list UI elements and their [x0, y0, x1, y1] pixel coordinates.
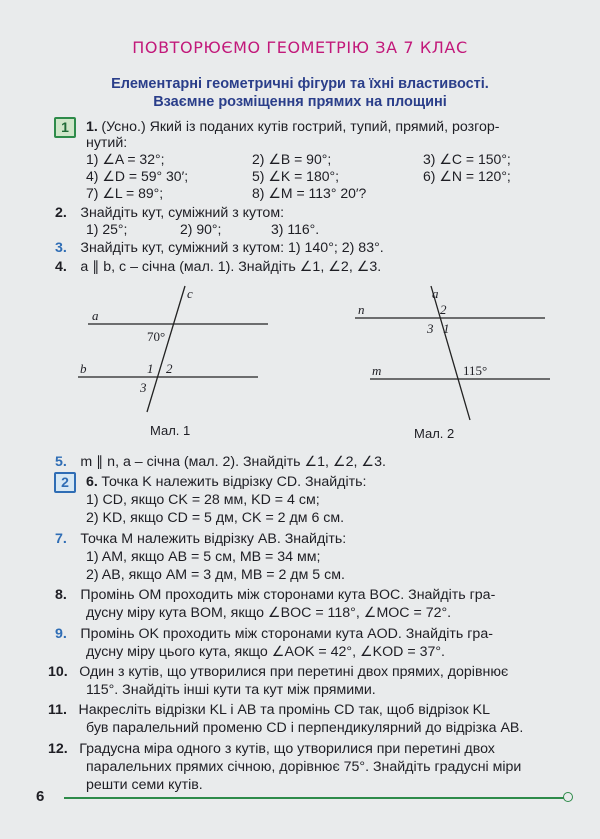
- option: 1) ∠A = 32°;: [86, 151, 165, 167]
- line-a2: [431, 286, 470, 420]
- task-text: a ∥ b, c – січна (мал. 1). Знайдіть ∠1, ∠2, ∠3.: [80, 259, 382, 275]
- task-12-line3: решти семи кутів.: [86, 777, 203, 793]
- option: 3) 116°.: [271, 221, 320, 237]
- label-2: 2: [166, 361, 173, 376]
- task-text: Один з кутів, що утворилися при перетині двох прямих, дорівнює: [79, 664, 509, 680]
- label-1: 1: [443, 321, 450, 336]
- section-subtitle-line2: Взаємне розміщення прямих на площині: [153, 94, 447, 110]
- task-1-line2: нутий:: [86, 135, 128, 151]
- task-6-line2: 1) CD, якщо CK = 28 мм, KD = 4 см;: [86, 492, 320, 508]
- figure-2-caption: Мал. 2: [414, 426, 455, 441]
- option: 7) ∠L = 89°;: [86, 185, 164, 201]
- label-2: 2: [440, 302, 447, 317]
- figure-1-caption: Мал. 1: [150, 423, 191, 438]
- task-number: 11.: [48, 702, 67, 718]
- task-9: [55, 625, 493, 643]
- option: 8) ∠M = 113° 20′?: [252, 185, 367, 201]
- task-number: 12.: [48, 741, 68, 757]
- task-10: [48, 663, 508, 681]
- label-b: b: [80, 361, 87, 376]
- task-text: Знайдіть кут, суміжний з кутом: 1) 140°; 2) 83°.: [80, 240, 384, 256]
- footer-rule: [64, 797, 564, 799]
- label-a: a: [92, 308, 99, 323]
- page-number: 6: [36, 788, 45, 805]
- task-6-line3: 2) KD, якщо CD = 5 дм, CK = 2 дм 6 см.: [86, 510, 345, 526]
- task-7: [55, 530, 346, 548]
- task-number: 9.: [55, 626, 67, 642]
- label-a: a: [432, 286, 439, 301]
- option: 2) ∠B = 90°;: [252, 151, 332, 167]
- task-text: (Усно.) Який із поданих кутів гострий, тупий, прямий, розгор-: [101, 119, 500, 135]
- task-12: [48, 740, 495, 758]
- task-7-line3: 2) AB, якщо AM = 3 дм, MB = 2 дм 5 см.: [86, 567, 345, 583]
- task-12-line2: паралельних прямих січною, дорівнює 75°. Знайдіть градусні міри: [86, 759, 522, 775]
- section-subtitle-line1: Елементарні геометричні фігури та їхні властивості.: [111, 76, 489, 92]
- label-3: 3: [140, 380, 147, 395]
- task-11-line2: був паралельний променю CD і перпендикулярний до відрізка AB.: [86, 720, 524, 736]
- option: 2) 90°;: [180, 221, 222, 237]
- line-c: [147, 286, 185, 412]
- task-text: Знайдіть кут, суміжний з кутом:: [80, 205, 285, 221]
- label-n: n: [358, 302, 365, 317]
- task-number: 10.: [48, 664, 68, 680]
- task-text: Промінь OK проходить між сторонами кута AOD. Знайдіть гра-: [80, 626, 493, 642]
- task-8-line2: дусну міру кута BOM, якщо ∠BOC = 118°, ∠MOC = 72°.: [86, 605, 452, 621]
- task-text: Градусна міра одного з кутів, що утворилися при перетині двох: [79, 741, 495, 757]
- label-1: 1: [147, 361, 154, 376]
- task-text: Точка K належить відрізку CD. Знайдіть:: [101, 474, 367, 490]
- task-8: [55, 586, 495, 604]
- task-text: m ∥ n, a – січна (мал. 2). Знайдіть ∠1, ∠2, ∠3.: [80, 454, 386, 470]
- task-text: Точка M належить відрізку AB. Знайдіть:: [80, 531, 347, 547]
- label-angle: 70°: [147, 329, 166, 344]
- task-6: [86, 473, 366, 491]
- label-3: 3: [427, 321, 434, 336]
- label-angle: 115°: [463, 363, 488, 378]
- task-number: 7.: [55, 531, 67, 547]
- task-number: 6.: [86, 474, 98, 490]
- task-number: 2.: [55, 205, 67, 221]
- figure-1-diagram: [78, 286, 268, 412]
- task-5: [55, 453, 386, 471]
- task-7-line2: 1) AM, якщо AB = 5 см, MB = 34 мм;: [86, 549, 321, 565]
- task-number: 4.: [55, 259, 67, 275]
- option: 1) 25°;: [86, 221, 128, 237]
- figure-2-diagram: [355, 286, 550, 420]
- option: 4) ∠D = 59° 30′;: [86, 168, 189, 184]
- option: 6) ∠N = 120°;: [423, 168, 511, 184]
- task-text: Промінь OM проходить між сторонами кута BOC. Знайдіть гра-: [80, 587, 496, 603]
- task-number: 1.: [86, 119, 98, 135]
- figures: [0, 280, 600, 440]
- task-4: [55, 258, 381, 276]
- task-10-line2: 115°. Знайдіть інші кути та кут між прямими.: [86, 682, 376, 698]
- footer-dot-icon: [563, 792, 573, 802]
- level-badge-1: 1: [54, 117, 76, 138]
- task-11: [48, 701, 490, 719]
- task-3: [55, 239, 384, 257]
- label-m: m: [372, 363, 382, 378]
- task-text: Накресліть відрізки KL і AB та промінь CD так, щоб відрізок KL: [78, 702, 490, 718]
- level-badge-2: 2: [54, 472, 76, 493]
- label-c: c: [187, 286, 193, 301]
- task-2: [55, 204, 284, 222]
- task-number: 8.: [55, 587, 67, 603]
- option: 5) ∠K = 180°;: [252, 168, 340, 184]
- task-9-line2: дусну міру цього кута, якщо ∠AOK = 42°, ∠KOD = 37°.: [86, 644, 445, 660]
- page-title: ПОВТОРЮЄМО ГЕОМЕТРІЮ ЗА 7 КЛАС: [132, 38, 468, 57]
- task-number: 5.: [55, 454, 67, 470]
- option: 3) ∠C = 150°;: [423, 151, 511, 167]
- task-number: 3.: [55, 240, 67, 256]
- task-1: [86, 118, 499, 136]
